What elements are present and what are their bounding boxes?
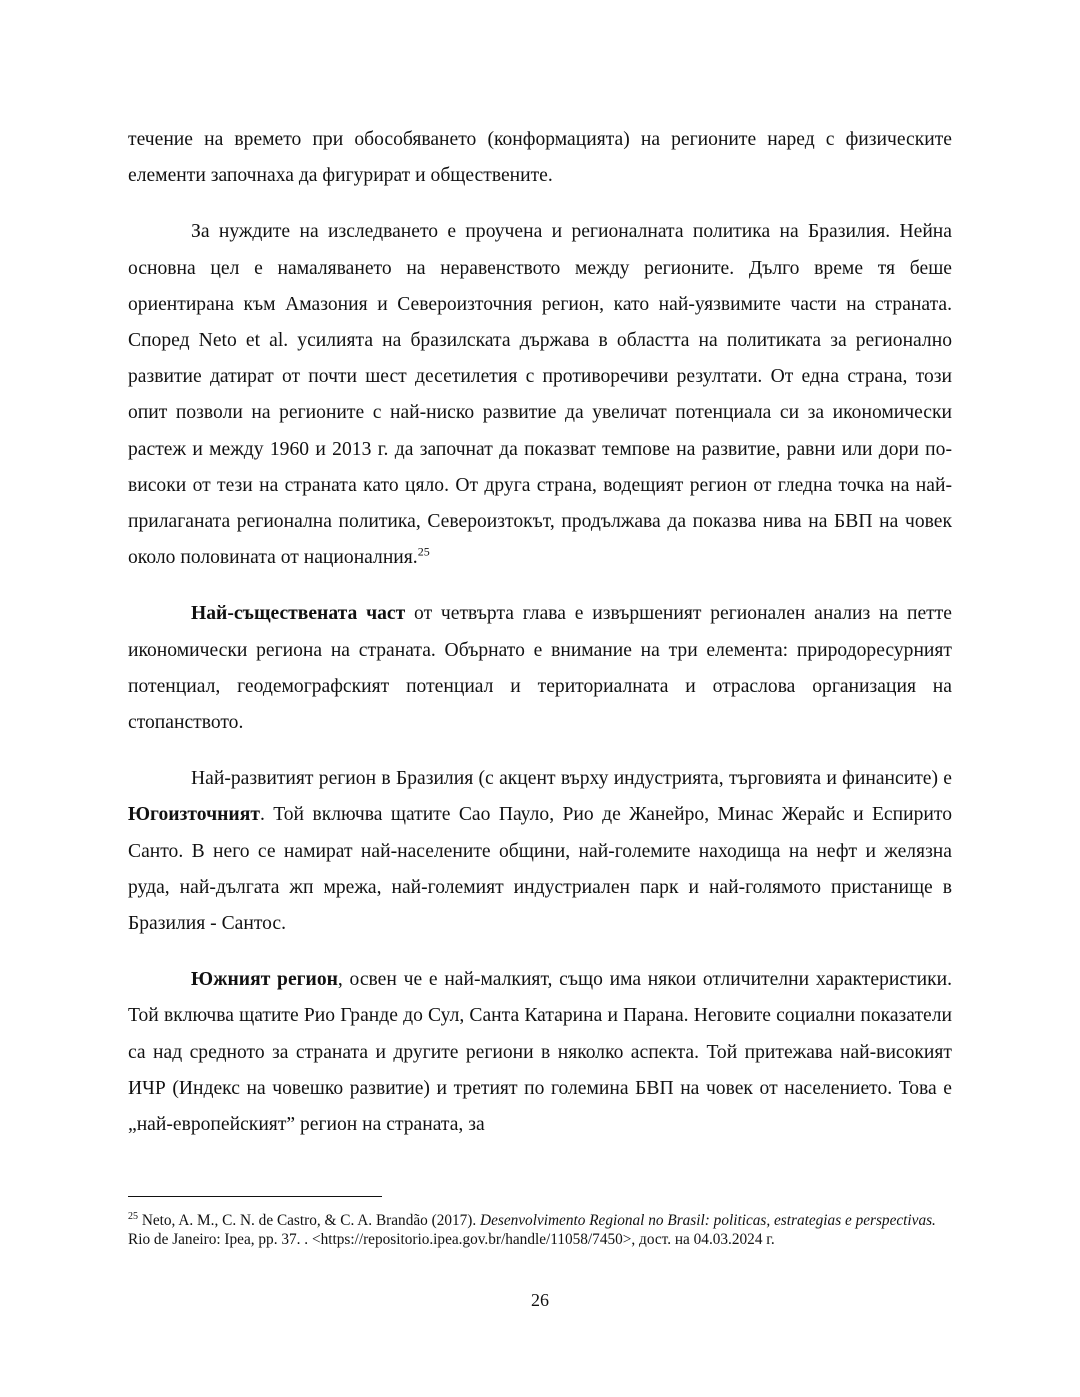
paragraph [128,761,952,942]
page-number: 26 [531,1290,549,1310]
footnote-reference: 25 [417,544,430,559]
text-run: Neto, A. M., C. N. de Castro, & C. A. Brandão (2017). [138,1212,481,1229]
text-run: За нуждите на изследването е проучена и регионалната политика на Бразилия. Нейна основна цел е намаляването на неравенството между регионите. Дълго време тя беше ориентирана към Амазония и Североизточния регион, като най-уязвимите части на страната. Според Neto et al. усилията на бразилската държава в областта на политиката за регионално развитие датират от почти шест десетилетия с противоречиви резултати. От една страна, този опит позволи на регионите с най-ниско развитие да увеличат потенциала си за икономически растеж и между 1960 и 2013 г. да започнат да показват темпове на развитие, равни или дори по-високи от тези на страната като цяло. От друга страна, водещият регион от гледна точка на най-прилаганата регионална политика, Североизтокът, продължава да показва нива на БВП на човек около половината от националния. [128,221,952,569]
footnote-separator [128,1196,382,1197]
text-run: Desenvolvimento Regional no Brasil: politicas, estrategias e perspectivas. [480,1212,936,1229]
footnote-25 [128,1211,952,1249]
body-text [128,122,952,1163]
text-run: Най-развитият регион в Бразилия (с акцент върху индустрията, търговията и финансите) е [191,768,952,790]
paragraph [128,962,952,1143]
footnote-reference: 25 [128,1210,138,1222]
text-run: от четвърта глава е извършеният регионален анализ на петте икономически региона на страната. Обърнато е внимание на три елемента: природоресурният потенциал, геодемографският потенциал и териториалната и отраслова организация на стопанството. [128,603,952,734]
text-run: Южният регион [191,969,338,991]
paragraph [128,214,952,576]
text-run: Rio de Janeiro: Ipea, pp. 37. . <https://repositorio.ipea.gov.br/handle/11058/7450>, дост. на 04.03.2024 г. [128,1231,775,1248]
paragraph [128,596,952,741]
text-run: Югоизточният [128,804,260,826]
text-run: течение на времето при обособяването (конформацията) на регионите наред с физическите елементи започнаха да фигурират и обществените. [128,129,952,187]
paragraph [128,122,952,194]
text-run: . Той включва щатите Сао Пауло, Рио де Жанейро, Минас Жерайс и Еспирито Санто. В него се намират най-населените общини, най-големите находища на нефт и желязна руда, най-дългата жп мрежа, най-големият индустриален парк и най-голямото пристанище в Бразилия - Сантос. [128,804,952,935]
text-run: , освен че е най-малкият, също има някои отличителни характеристики. Той включва щатите Рио Гранде до Сул, Санта Катарина и Парана. Неговите социални показатели са над средното за страната и другите региони в няколко аспекта. Той притежава най-високият ИЧР (Индекс на човешко развитие) и третият по големина БВП на човек от населението. Това е „най-европейският” регион на страната, за [128,969,953,1136]
text-run: Най-съществената част [191,603,406,625]
